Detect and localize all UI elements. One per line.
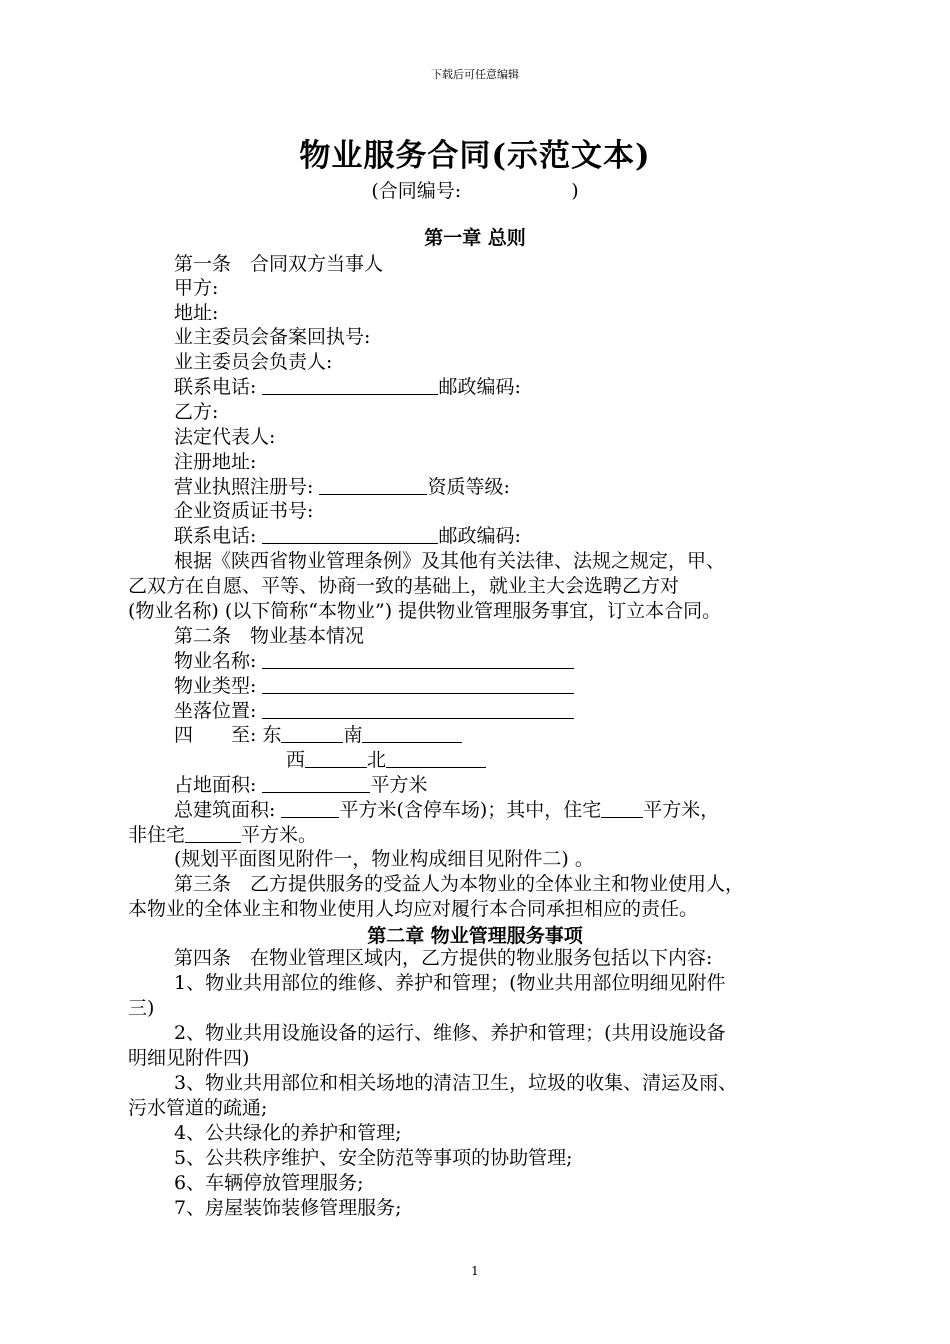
- phone-b-line: 联系电话: 邮政编码:: [174, 525, 521, 547]
- article-2-heading: 第二条 物业基本情况: [174, 625, 365, 647]
- article-3-line-1: 第三条 乙方提供服务的受益人为本物业的全体业主和物业使用人，: [174, 873, 745, 895]
- article-4-item-1b: 三): [128, 997, 155, 1019]
- article-1-para-3: (物业名称) (以下简称“本物业”) 提供物业管理服务事宜，订立本合同。: [128, 600, 722, 622]
- document-title: 物业服务合同(示范文本): [299, 138, 651, 174]
- page-number: 1: [471, 1264, 479, 1278]
- article-1-heading: 第一条 合同双方当事人: [174, 253, 384, 275]
- phone-a-line: 联系电话: 邮政编码:: [174, 376, 521, 398]
- committee-head-label: 业主委员会负责人:: [174, 351, 333, 373]
- non-residential-blank[interactable]: [185, 824, 241, 843]
- article-4-item-6: 6、车辆停放管理服务;: [174, 1172, 364, 1194]
- location-line: 坐落位置:: [128, 699, 828, 723]
- address-label: 地址:: [174, 302, 219, 324]
- land-area-blank[interactable]: [262, 774, 370, 793]
- reg-address-label: 注册地址:: [174, 451, 257, 473]
- article-4-item-7: 7、房屋装饰装修管理服务;: [174, 1197, 402, 1219]
- contract-number: (合同编号: ): [371, 180, 579, 202]
- qual-cert-label: 企业资质证书号:: [174, 500, 314, 522]
- contract-number-label: (合同编号:: [371, 180, 462, 202]
- article-4-item-4: 4、公共绿化的养护和管理;: [174, 1122, 402, 1144]
- plan-note: (规划平面图见附件一，物业构成细目见附件二) 。: [174, 848, 594, 870]
- non-residential-line: 非住宅 平方米。: [128, 824, 318, 846]
- article-4-item-5: 5、公共秩序维护、安全防范等事项的协助管理;: [174, 1147, 573, 1169]
- north-blank[interactable]: [386, 749, 486, 768]
- property-type-line: 物业类型:: [128, 674, 828, 698]
- phone-b-blank[interactable]: [262, 525, 438, 544]
- total-area-line: 总建筑面积: 平方米(含停车场)；其中，住宅 平方米，: [174, 799, 720, 821]
- header-note: 下载后可任意编辑: [431, 68, 519, 81]
- phone-a-blank[interactable]: [262, 376, 438, 395]
- article-4-item-3b: 污水管道的疏通;: [128, 1097, 268, 1119]
- article-4-item-3a: 3、物业共用部位和相关场地的清洁卫生，垃圾的收集、清运及雨、: [174, 1072, 738, 1094]
- west-blank[interactable]: [305, 749, 367, 768]
- article-3-line-2: 本物业的全体业主和物业使用人均应对履行本合同承担相应的责任。: [128, 898, 699, 920]
- property-type-blank[interactable]: [262, 675, 574, 694]
- article-4-item-2b: 明细见附件四): [128, 1047, 250, 1069]
- location-blank[interactable]: [262, 700, 574, 719]
- legal-rep-label: 法定代表人:: [174, 426, 276, 448]
- article-1-para-1: 根据《陕西省物业管理条例》及其他有关法律、法规之规定，甲、: [174, 550, 726, 572]
- property-name-line: 物业名称:: [128, 649, 828, 673]
- article-4-item-1a: 1、物业共用部位的维修、养护和管理；(物业共用部位明细见附件: [174, 972, 726, 994]
- filing-number-label: 业主委员会备案回执号:: [174, 326, 371, 348]
- article-1-para-2: 乙双方在自愿、平等、协商一致的基础上，就业主大会选聘乙方对: [128, 575, 680, 597]
- chapter-2-heading: 第二章 物业管理服务事项: [367, 925, 583, 947]
- east-blank[interactable]: [281, 724, 343, 743]
- license-line: 营业执照注册号: 资质等级:: [174, 476, 510, 498]
- land-area-line: 占地面积: 平方米: [174, 774, 428, 796]
- property-name-blank[interactable]: [262, 650, 574, 669]
- party-b-label: 乙方:: [174, 401, 219, 423]
- residential-area-blank[interactable]: [601, 799, 643, 818]
- total-area-blank[interactable]: [281, 799, 339, 818]
- bounds-line-2: 西 北: [128, 748, 828, 772]
- license-blank[interactable]: [319, 476, 427, 495]
- south-blank[interactable]: [362, 724, 462, 743]
- article-4-heading: 第四条 在物业管理区域内，乙方提供的物业服务包括以下内容:: [174, 947, 713, 969]
- party-a-label: 甲方:: [174, 277, 219, 299]
- chapter-1-heading: 第一章 总则: [424, 227, 526, 249]
- bounds-line: 四 至: 东 南: [128, 723, 828, 747]
- article-4-item-2a: 2、物业共用设施设备的运行、维修、养护和管理；(共用设施设备: [174, 1022, 726, 1044]
